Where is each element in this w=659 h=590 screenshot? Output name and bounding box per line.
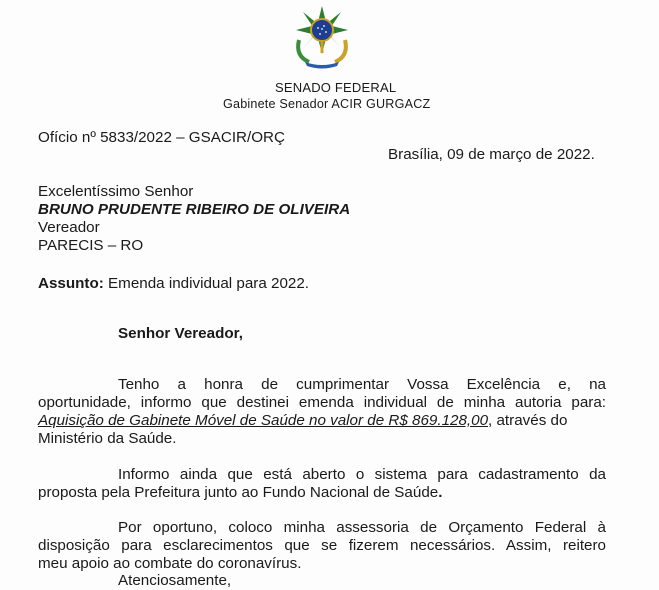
paragraph-2-line-2 [38,484,442,502]
paragraph-3-line-3: meu apoio ao combate do coronavírus. [38,555,302,572]
brazil-coat-of-arms-icon [291,4,353,70]
paragraph-1-line-3 [38,412,567,430]
institution-name: SENADO FEDERAL [275,80,397,95]
paragraph-3-line-1: Por oportuno, coloco minha assessoria de Orçamento Federal à [118,519,606,536]
letter-reference: Ofício nº 5833/2022 – GSACIR/ORÇ [38,129,285,146]
subject-label: Assunto: [38,275,104,292]
office-name: Gabinete Senador ACIR GURGACZ [223,97,431,111]
paragraph-2-line-1: Informo ainda que está aberto o sistema para cadastramento da [118,466,606,483]
place-date: Brasília, 09 de março de 2022. [388,146,595,163]
project-description: Aquisição de Gabinete Móvel de Saúde no valor de R$ 869.128,00 [38,412,489,429]
closing: Atenciosamente, [118,572,232,589]
addressee-salutation: Excelentíssimo Senhor [38,183,194,200]
addressee-role: Vereador [38,219,100,236]
paragraph-2-line-2-end: . [438,484,443,501]
paragraph-1-line-4: Ministério da Saúde. [38,430,177,447]
subject-text: Emenda individual para 2022. [108,275,309,292]
addressee-name: BRUNO PRUDENTE RIBEIRO DE OLIVEIRA [38,201,351,218]
paragraph-1-line-1: Tenho a honra de cumprimentar Vossa Excelência e, na [118,376,606,393]
greeting: Senhor Vereador, [118,325,243,342]
subject-line [38,275,309,293]
addressee-location: PARECIS – RO [38,237,144,254]
paragraph-1-line-2: oportunidade, informo que destinei emenda individual de minha autoria para: [38,394,606,411]
paragraph-3-line-2: disposição para esclarecimentos que se fizerem necessários. Assim, reitero [38,537,606,554]
paragraph-1-line-3-rest: , através do [488,412,568,429]
paragraph-2-line-2-text: proposta pela Prefeitura junto ao Fundo Nacional de Saúde [38,484,439,501]
